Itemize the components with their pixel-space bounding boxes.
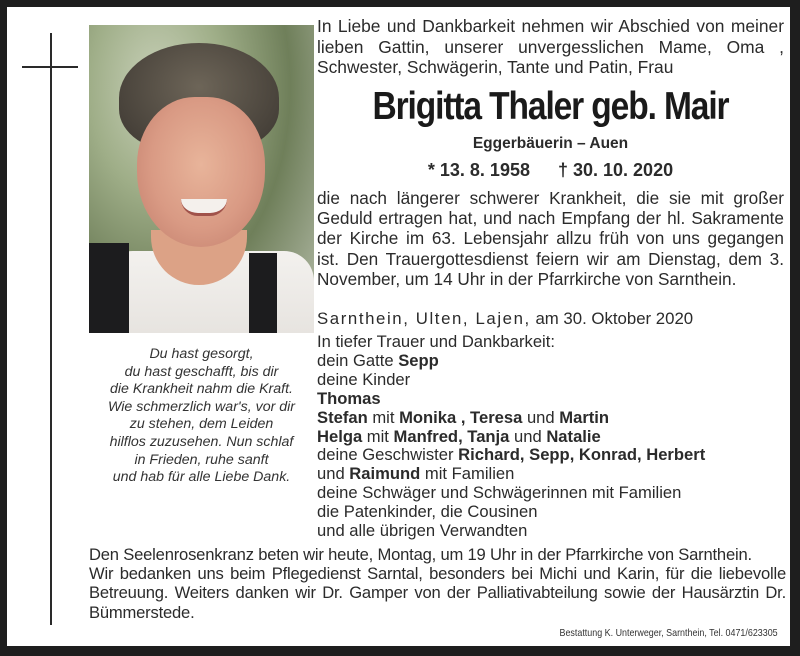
intro-text: In Liebe und Dankbarkeit nehmen wir Abschied von meiner lieben Gattin, unserer unvergesslichen Mame, Oma , Schwester, Schwägerin, Tante und Patin, Frau: [317, 16, 784, 77]
memorial-poem: [89, 346, 314, 487]
mourner-siblings-cont: [317, 465, 787, 484]
child-name: Thomas: [317, 388, 381, 408]
cross-icon: [50, 33, 52, 625]
deceased-name: Brigitta Thaler geb. Mair: [372, 85, 729, 128]
photo-face: [137, 97, 265, 247]
footer-text: [89, 545, 786, 622]
farm-location: Eggerbäuerin – Auen: [472, 135, 629, 152]
label: deine Geschwister: [317, 445, 459, 465]
mourner-child: [317, 428, 787, 447]
notice-date: am 30. Oktober 2020: [530, 309, 694, 328]
label: und: [317, 464, 350, 484]
death-date: † 30. 10. 2020: [557, 160, 674, 180]
child-name: Stefan: [317, 407, 368, 427]
poem-line: die Krankheit nahm die Kraft.: [110, 381, 293, 398]
label: mit: [367, 407, 400, 427]
family-names: Martin: [559, 407, 610, 427]
label: mit: [362, 426, 394, 446]
funeral-text: die nach längerer schwerer Krankheit, die sie mit großer Geduld ertragen hat, und nach Empfang der hl. Sakramente der Kirche im 63. Lebensjahr allzu früh von uns gegangen ist. Den Trauergottesdienst feiern wir am Dienstag, dem 3. November, um 14 Uhr in der Pfarrkirche von Sarnthein.: [317, 188, 784, 289]
child-name: Helga: [317, 426, 363, 446]
label: und: [522, 407, 560, 427]
cross-icon-bar: [22, 66, 78, 68]
poem-line: zu stehen, dem Leiden: [129, 416, 274, 433]
label: und: [509, 426, 547, 446]
poem-line: du hast geschafft, bis dir: [124, 363, 279, 380]
poem-line: hilflos zuzusehen. Nun schlaf: [109, 433, 294, 450]
poem-line: Du hast gesorgt,: [149, 346, 254, 362]
mourners-heading: In tiefer Trauer und Dankbarkeit:: [317, 332, 555, 351]
undertaker-credit: Bestattung K. Unterweger, Sarnthein, Tel. 0471/623305: [559, 627, 778, 639]
poem-line: Wie schmerzlich war's, vor dir: [107, 398, 296, 415]
rosary-note: Den Seelenrosenkranz beten wir heute, Montag, um 19 Uhr in der Pfarrkirche von Sarnthein.: [89, 545, 752, 564]
portrait-photo: [89, 25, 314, 333]
family-names: Manfred, Tanja: [393, 426, 510, 446]
thanks-note: Wir bedanken uns beim Pflegedienst Sarntal, besonders bei Michi und Karin, für die liebevolle Betreuung. Weiters danken wir Dr. Gamper von der Palliativabteilung sowie der Hausärztin Dr. Bümmerstede.: [89, 564, 786, 622]
obituary-notice: [7, 7, 790, 646]
family-names: Monika , Teresa: [399, 407, 523, 427]
mourner-siblings: [317, 446, 787, 465]
place-date-line: [317, 309, 784, 329]
life-dates: [317, 160, 784, 181]
mourner-godchildren: die Patenkinder, die Cousinen: [317, 502, 538, 522]
mourner-child: [317, 390, 787, 409]
spouse-name: Sepp: [398, 350, 439, 370]
poem-line: und hab für alle Liebe Dank.: [112, 469, 291, 486]
birth-date: * 13. 8. 1958: [427, 160, 530, 180]
poem-line: in Frieden, ruhe sanft: [134, 451, 269, 468]
mourner-relatives: und alle übrigen Verwandten: [317, 521, 528, 541]
label: mit Familien: [420, 464, 515, 484]
sibling-names: Richard, Sepp, Konrad, Herbert: [458, 445, 706, 465]
label: dein Gatte: [317, 350, 399, 370]
mourner-inlaws: deine Schwäger und Schwägerinnen mit Familien: [317, 483, 682, 503]
mourners-list: [317, 333, 787, 541]
photo-vest-right: [249, 253, 277, 333]
places: Sarnthein, Ulten, Lajen,: [317, 309, 531, 328]
mourner-child: [317, 409, 787, 428]
children-label: deine Kinder: [317, 369, 411, 389]
mourner-spouse: [317, 352, 787, 371]
sibling-name: Raimund: [349, 464, 421, 484]
family-names: Natalie: [546, 426, 601, 446]
photo-vest-left: [89, 243, 129, 333]
